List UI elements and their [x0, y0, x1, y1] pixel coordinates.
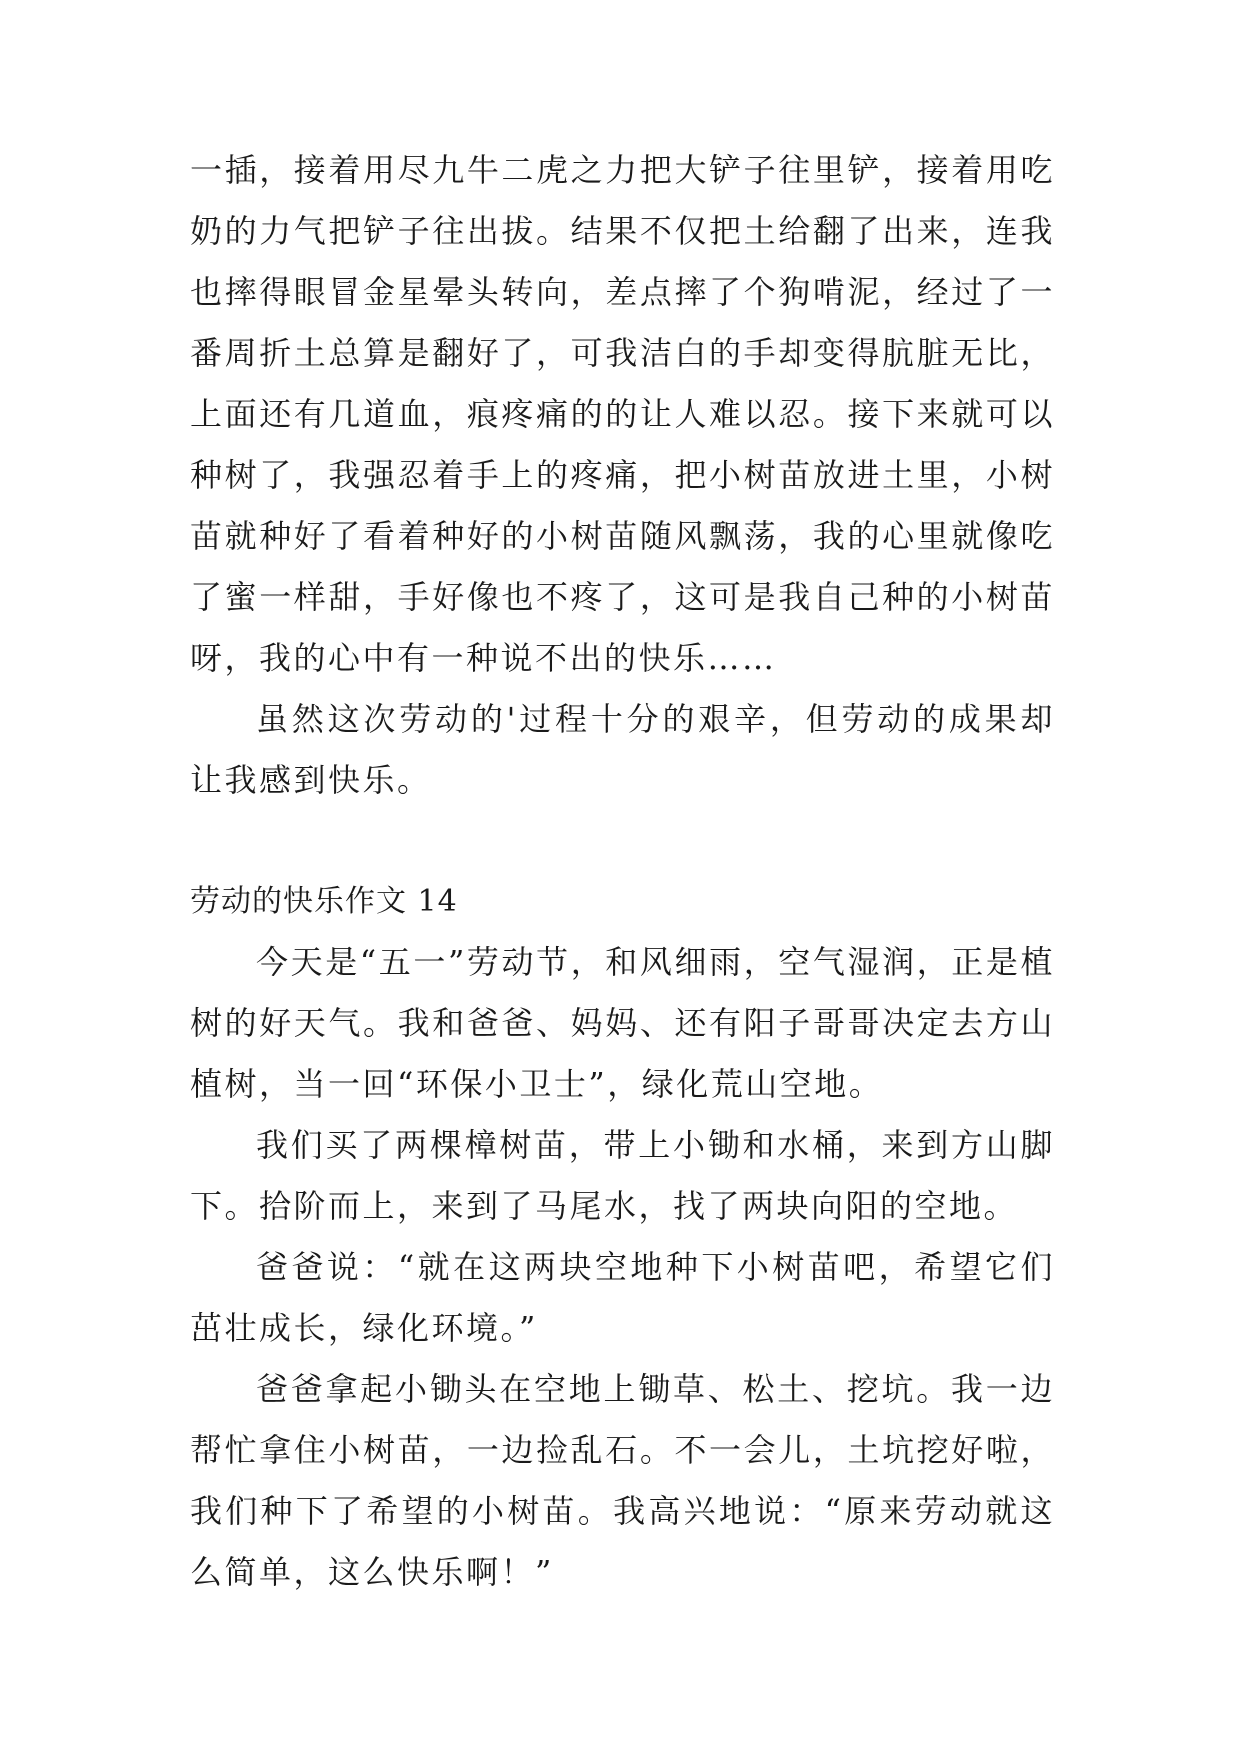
essay-title: 劳动的快乐作文 14	[190, 884, 458, 919]
paragraph-3: 爸爸说：“就在这两块空地种下小树苗吧，希望它们茁壮成长，绿化环境。”	[190, 1248, 1055, 1347]
paragraph-4: 爸爸拿起小锄头在空地上锄草、松土、挖坑。我一边帮忙拿住小树苗，一边捡乱石。不一会儿，土坑挖好啦，我们种下了希望的小树苗。我高兴地说：“原来劳动就这么简单，这么快乐啊！”	[190, 1370, 1055, 1591]
document-page	[190, 140, 1055, 1603]
paragraph-continuation: 一插，接着用尽九牛二虎之力把大铲子往里铲，接着用吃奶的力气把铲子往出拔。结果不仅把土给翻了出来，连我也摔得眼冒金星晕头转向，差点摔了个狗啃泥，经过了一番周折土总算是翻好了，可我洁白的手却变得肮脏无比，上面还有几道血，痕疼痛的的让人难以忍。接下来就可以种树了，我强忍着手上的疼痛，把小树苗放进土里，小树苗就种好了看着种好的小树苗随风飘荡，我的心里就像吃了蜜一样甜，手好像也不疼了，这可是我自己种的小树苗呀，我的心中有一种说不出的快乐……	[190, 151, 1055, 677]
paragraph-2: 我们买了两棵樟树苗，带上小锄和水桶，来到方山脚下。拾阶而上，来到了马尾水，找了两块向阳的空地。	[190, 1126, 1055, 1225]
paragraph-1: 今天是“五一”劳动节，和风细雨，空气湿润，正是植树的好天气。我和爸爸、妈妈、还有阳子哥哥决定去方山植树，当一回“环保小卫士”，绿化荒山空地。	[190, 943, 1055, 1103]
paragraph-conclusion: 虽然这次劳动的'过程十分的艰辛，但劳动的成果却让我感到快乐。	[190, 700, 1055, 799]
